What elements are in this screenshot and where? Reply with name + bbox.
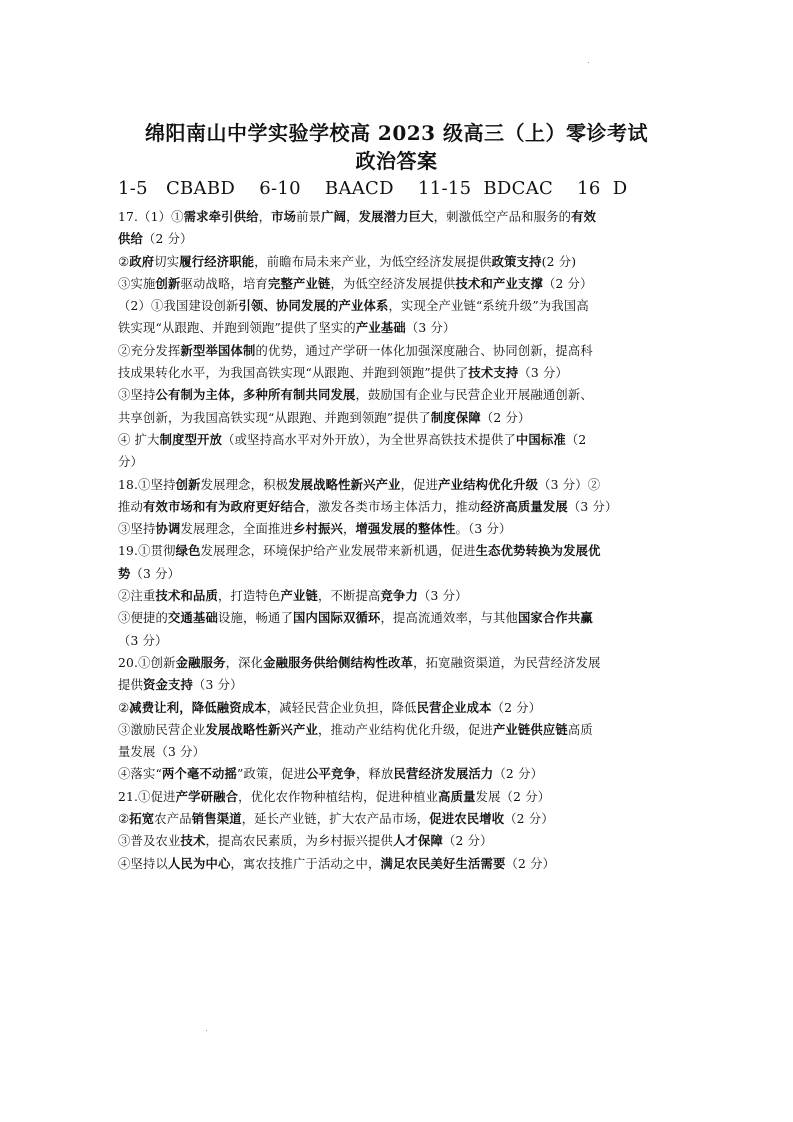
answer-text: ，拓宽融资渠道，为民营经济发展 [413, 655, 601, 670]
answer-text: ② [118, 812, 130, 827]
answer-text: （3 分）② [538, 477, 601, 492]
answer-text: 切实 [154, 254, 180, 269]
answer-text: ②充分发挥 [118, 343, 181, 358]
answer-keyword: 创新 [175, 476, 201, 492]
answer-text: ④落实“ [118, 767, 162, 782]
answer-text: 分） [118, 455, 143, 470]
answer-text: ③便捷的 [118, 611, 168, 626]
answer-keyword: 交通基础 [168, 610, 218, 626]
answer-text: ，减轻民营企业负担，降低 [266, 700, 417, 715]
answer-line [118, 563, 678, 585]
answer-body [118, 206, 678, 875]
answer-text: ② [118, 700, 130, 715]
answer-keyword: 引领、协同发展的产业体系 [238, 298, 389, 314]
answer-text: 提供 [118, 678, 143, 693]
answer-keyword: 产业链供应链 [492, 721, 568, 737]
answer-line [118, 697, 678, 719]
answer-text: 发展理念，环境保护给产业发展带来新机遇，促进 [200, 544, 476, 559]
answer-line [118, 540, 678, 562]
answer-line [118, 451, 678, 473]
answer-keyword: 有效市场和有为政府更好结合 [143, 498, 306, 514]
answer-line [118, 429, 678, 451]
answer-text: 17.（1）① [118, 210, 184, 224]
answer-keyword: 增强发展的整体性 [355, 521, 456, 537]
answer-text: 农产品 [154, 812, 192, 827]
answer-line [118, 518, 678, 540]
answer-text: （2）①我国建设创新 [118, 299, 239, 314]
answer-keyword: 产学研融合 [175, 788, 239, 804]
answer-keyword: 需求牵引供给 [183, 209, 259, 224]
answer-text: （2 分） [143, 232, 193, 247]
answer-keyword: 公有制为主体，多种所有制共同发展 [155, 387, 356, 403]
answer-keyword: 高质量 [438, 788, 476, 804]
answer-keyword: 经济高质量发展 [480, 498, 568, 514]
answer-text: （2 分） [542, 276, 593, 291]
answer-keyword: 制度型开放 [159, 431, 223, 447]
answer-keyword: 民营企业成本 [416, 699, 492, 715]
answer-text: ，不断提高 [318, 589, 381, 604]
answer-keyword: 制度保障 [430, 409, 481, 425]
answer-line [118, 741, 678, 763]
answer-text: ③坚持 [118, 388, 156, 403]
answer-line [118, 585, 678, 607]
answer-keyword: 拓宽 [129, 811, 155, 827]
answer-keyword: 两个毫不动摇 [161, 766, 237, 782]
answer-keyword: 国内国际双循环 [292, 610, 381, 626]
answer-text: ③实施 [118, 276, 156, 291]
answer-line [118, 496, 678, 518]
answer-line [118, 228, 678, 250]
answer-text: ，激发各类市场主体活力，推动 [305, 499, 481, 514]
answer-text: （3 分） [567, 499, 618, 514]
answer-text: 20.①创新 [118, 655, 176, 670]
answer-keyword: 产业链 [280, 588, 318, 604]
answer-text: ， [258, 210, 272, 224]
answer-keyword: 绿色 [175, 543, 201, 559]
answer-keyword: 满足农民美好生活需要 [380, 855, 506, 871]
answer-text: （2 [565, 432, 587, 447]
answer-keyword: 公平竞争 [305, 766, 356, 782]
answer-keyword: 民营经济发展活力 [393, 766, 494, 782]
answer-keyword: 技术和产业支撑 [455, 275, 543, 291]
answer-keyword: 势 [118, 565, 131, 581]
answer-text: ，深化 [225, 655, 264, 670]
answer-text: 18.①坚持 [118, 477, 176, 492]
answer-text: （2 分） [480, 410, 531, 425]
answer-text: （3 分） [418, 589, 468, 604]
answer-text: ，寓农技推广于活动之中， [230, 856, 381, 871]
answer-line [118, 763, 678, 785]
answer-text: ③激励民营企业 [118, 722, 206, 737]
answer-text: 19.①贯彻 [118, 544, 176, 559]
answer-keyword: 技术 [180, 833, 206, 849]
answer-text: ，推动产业结构优化升级，促进 [317, 722, 493, 737]
answer-line [118, 630, 678, 652]
answer-text: （3 分） [130, 566, 181, 581]
answer-text: （3 分） [518, 366, 569, 381]
answer-keyword: 有效 [571, 209, 597, 224]
answer-line [118, 362, 678, 384]
answer-text: 技成果转化水平，为我国高铁实现“从跟跑、并跑到领跑”提供了 [118, 366, 469, 381]
answer-text: (2 分) [541, 254, 577, 269]
answer-line [118, 853, 678, 875]
answer-text: 高质 [567, 722, 593, 737]
answer-text: ，前瞻布局未来产业，为低空经济发展提供 [254, 254, 492, 269]
answer-text: ④ 扩大 [118, 432, 160, 447]
page-title: 绵阳南山中学实验学校高 2023 级高三（上）零诊考试 [144, 121, 649, 145]
answer-keyword: 政策支持 [491, 253, 542, 269]
answer-text: ，延长产业链，扩大农产品市场， [241, 812, 430, 827]
answer-keyword: 促进农民增收 [429, 811, 505, 827]
answer-text: ，提高流通效率，与其他 [380, 611, 518, 626]
answer-keyword: 创新 [155, 275, 181, 291]
answer-keyword: 中国标准 [515, 431, 566, 447]
answer-keyword: 人民为中心 [168, 855, 231, 871]
answer-text: ，促进 [400, 477, 439, 492]
answer-text: ，优化农作物种植结构，促进种植业 [238, 789, 439, 804]
answer-text: 发展理念，积极 [200, 477, 289, 492]
answer-text: ， [346, 210, 359, 224]
answer-keyword: 协调 [155, 521, 181, 537]
multiple-choice-answers: 1-5 CBABD 6-10 BAACD 11-15 BDCAC 16 D [118, 178, 628, 199]
answer-line [118, 474, 678, 496]
answer-text: ③坚持 [118, 522, 156, 537]
answer-keyword: 乡村振兴 [292, 521, 343, 537]
answer-text: ② [118, 254, 130, 269]
answer-text: ”政策，促进 [236, 767, 306, 782]
answer-text: 发展理念，全面推进 [180, 522, 293, 537]
answer-keyword: 履行经济职能 [179, 253, 255, 269]
answer-text: ， [342, 522, 356, 537]
answer-keyword: 广阔 [321, 209, 347, 224]
answer-line [118, 295, 678, 317]
answer-keyword: 减费让利，降低融资成本 [129, 699, 267, 715]
answer-line [118, 808, 678, 830]
answer-text: （2 分） [493, 767, 544, 782]
answer-text: ④坚持以 [118, 856, 168, 871]
answer-line [118, 273, 678, 295]
answer-line [118, 607, 678, 629]
answer-text: 量发展（3 分） [118, 745, 206, 760]
answer-text: （2 分） [504, 812, 554, 827]
answer-text: 驱动战略，培育 [180, 276, 268, 291]
answer-keyword: 新型举国体制 [180, 342, 256, 358]
answer-keyword: 资金支持 [143, 677, 193, 693]
answer-keyword: 市场 [271, 209, 297, 224]
scan-speck [588, 62, 589, 63]
answer-text: （2 分） [442, 834, 493, 849]
answer-text: （3 分） [193, 678, 243, 693]
answer-keyword: 发展战略性新兴产业 [205, 721, 318, 737]
answer-line [118, 317, 678, 339]
answer-text: 共享创新，为我国高铁实现“从跟跑、并跑到领跑”提供了 [118, 410, 431, 425]
answer-keyword: 技术支持 [468, 365, 519, 381]
answer-line [118, 786, 678, 808]
answer-line [118, 719, 678, 741]
answer-line [118, 384, 678, 406]
answer-keyword: 金融服务 [175, 654, 226, 670]
answer-text: 设施，畅通了 [218, 611, 293, 626]
answer-line [118, 251, 678, 273]
answer-text: 发展（2 分） [475, 789, 551, 804]
answer-text: （2 分） [491, 700, 542, 715]
answer-keyword: 产业结构优化升级 [438, 476, 539, 492]
answer-keyword: 销售渠道 [191, 811, 242, 827]
answer-text: 。（3 分） [455, 522, 512, 537]
answer-text: ，释放 [355, 767, 394, 782]
answer-keyword: 产业基础 [355, 320, 406, 336]
answer-text: ，为低空经济发展提供 [330, 276, 456, 291]
answer-keyword: 发展潜力巨大 [358, 209, 434, 224]
answer-text: （3 分） [118, 633, 168, 648]
answer-text: ，刺激低空产品和服务的 [433, 210, 572, 224]
answer-text: （或坚持高水平对外开放），为全世界高铁技术提供了 [222, 432, 516, 447]
answer-keyword: 发展战略性新兴产业 [288, 476, 401, 492]
answer-text: ②注重 [118, 589, 156, 604]
answer-text: 21.①促进 [118, 789, 176, 804]
answer-keyword: 完整产业链 [267, 275, 331, 291]
answer-text: ，鼓励国有企业与民营企业开展融通创新、 [355, 388, 593, 403]
answer-line [118, 674, 678, 696]
answer-line [118, 340, 678, 362]
answer-text: 前景 [296, 210, 322, 224]
answer-text: ③普及农业 [118, 834, 181, 849]
answer-keyword: 技术和品质 [155, 588, 218, 604]
answer-text: （3 分） [405, 321, 456, 336]
answer-keyword: 国家合作共赢 [517, 610, 593, 626]
answer-keyword: 生态优势转换为发展优 [475, 543, 601, 559]
answer-text: 铁实现“从跟跑、并跑到领跑”提供了坚实的 [118, 321, 356, 336]
answer-text: 的优势，通过产学研一体化加强深度融合、协同创新，提高科 [255, 343, 593, 358]
answer-text: 推动 [118, 499, 143, 514]
answer-keyword: 竞争力 [380, 588, 418, 604]
answer-line [118, 652, 678, 674]
page-subtitle: 政治答案 [355, 149, 438, 173]
answer-line [118, 206, 678, 228]
answer-keyword: 人才保障 [392, 833, 443, 849]
answer-keyword: 金融服务供给侧结构性改革 [263, 654, 414, 670]
answer-keyword: 政府 [129, 253, 155, 269]
answer-text: ，打造特色 [218, 589, 281, 604]
answer-keyword: 供给 [118, 231, 143, 247]
answer-text: ，提高农民素质，为乡村振兴提供 [205, 834, 393, 849]
answer-line [118, 407, 678, 429]
scan-speck [206, 1030, 207, 1031]
answer-text: ，实现全产业链“系统升级”为我国高 [388, 299, 589, 314]
answer-text: （2 分） [505, 856, 556, 871]
answer-line [118, 830, 678, 852]
